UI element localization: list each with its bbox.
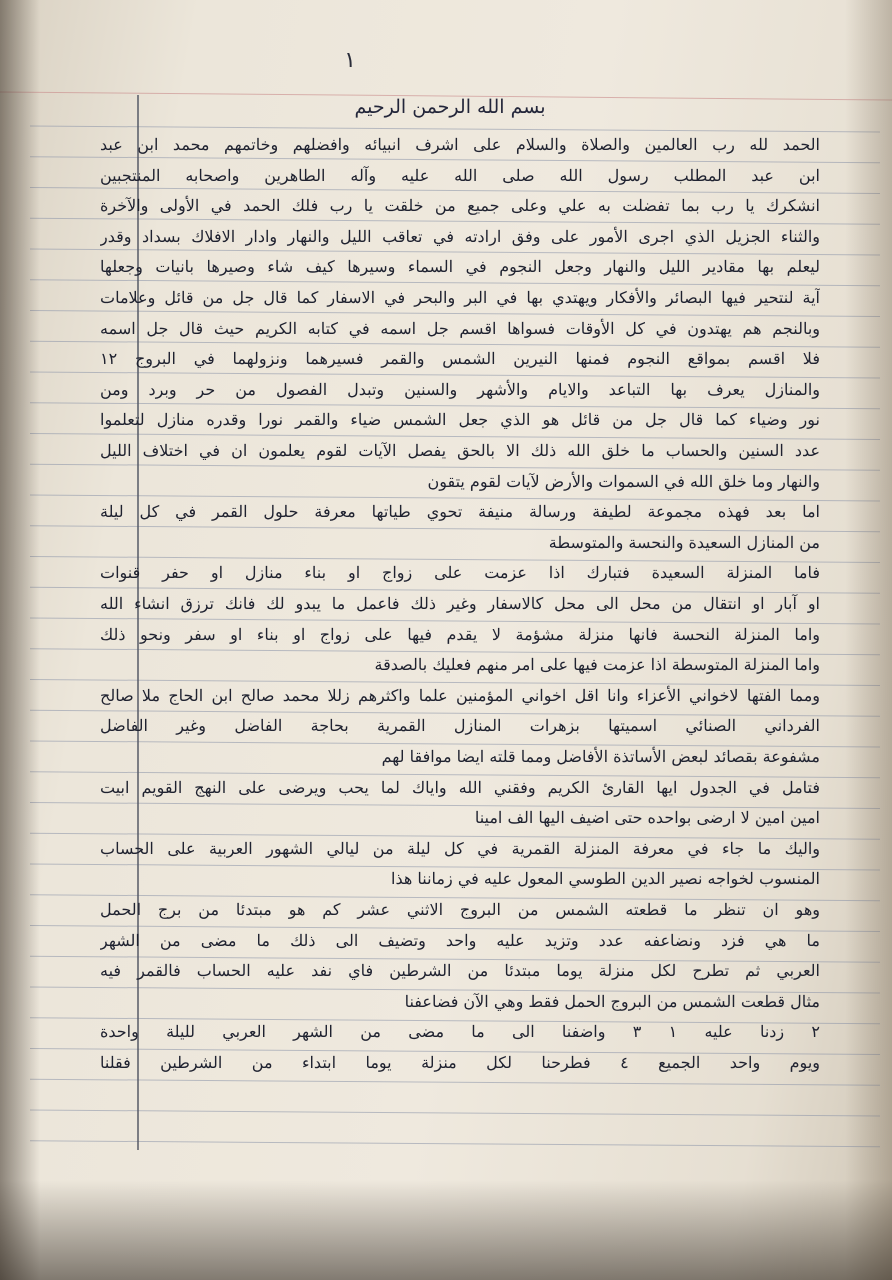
text-line: اما بعد فهذه مجموعة لطيفة ورسالة منيفة تحوي طياتها معرفة حلول القمر في كل ليلة: [100, 502, 820, 522]
text-line: والثناء الجزيل الذي اجرى الأمور على وفق ارادته في تعاقب الليل والنهار وادار الافلاك بسداد وقدر: [100, 226, 820, 246]
bottom-shadow: [0, 1180, 892, 1280]
text-line: المنسوب لخواجه نصير الدين الطوسي المعول عليه في زماننا هذا: [391, 869, 820, 889]
text-line: واما المنزلة النحسة فانها منزلة مشؤمة لا يقدم فيها على زواج او بناء او سفر ونحو ذلك: [100, 624, 820, 644]
text-line: ويوم واحد الجميع ٤ فطرحنا لكل منزلة يوما ابتداء من الشرطين فقلنا: [100, 1053, 820, 1072]
text-line: ليعلم بها مقادير الليل والنهار وجعل النجوم في السماء وسيرها كيف شاء وصيرها بانيات وجعلها: [100, 257, 820, 277]
text-line: والمنازل يعرف بها التباعد والايام والأشهر والسنين وتبدل الفصول من حر وبرد ومن: [100, 379, 820, 399]
page-number: ١: [344, 48, 356, 73]
text-line: وهو ان تنظر ما قطعته الشمس من البروج الاثني عشر كم هو مبتدئا من برج الحمل: [100, 900, 820, 919]
text-line: مشفوعة بقصائد لبعض الأساتذة الأفاضل ومما قلته ايضا موافقا لهم: [381, 747, 820, 766]
text-line: ٢ زدنا عليه ١ ٣ واضفنا الى ما مضى من الشهر العربي لليلة واحدة: [100, 1022, 820, 1042]
text-line: ما هي فزد ونضاعفه عدد وتزيد عليه واحد وتضيف الى ذلك ما مضى من الشهر: [100, 930, 820, 950]
basmala-heading: بسم الله الرحمن الرحيم: [354, 96, 546, 118]
text-line: فتامل في الجدول ايها القارئ الكريم وفقني الله واياك لما يحب ويرضى على النهج القويم ابيت: [100, 777, 820, 797]
text-line: ابن عبد المطلب رسول الله صلى الله عليه وآله الطاهرين واصحابه المنتجبين: [100, 165, 820, 185]
text-line: ومما الفتها لاخواني الأعزاء وانا اقل اخواني المؤمنين علما واكثرهم زللا محمد صالح ابن الحاج ملا صالح: [100, 685, 820, 705]
text-line: عدد السنين والحساب ما خلق الله ذلك الا بالحق يفصل الآيات لقوم يعلمون ان في اختلاف الليل: [100, 441, 820, 460]
text-line: وبالنجم هم يهتدون في كل الأوقات فسواها اقسم جل اسمه في كتابه الكريم حيث قال جل اسمه: [100, 318, 820, 338]
page-edge-shading: [845, 0, 892, 1280]
text-line: انشكرك يا رب بما تفضلت به علي وعلى جميع من خلقت يا رب فلك الحمد في الأولى والآخرة: [100, 196, 820, 216]
text-line: مثال قطعت الشمس من البروج الحمل فقط وهي الآن فضاعفنا: [404, 991, 820, 1011]
text-line: واما المنزلة المتوسطة اذا عزمت فيها على امر منهم فعليك بالصدقة: [374, 655, 820, 675]
text-line: الفرداني الصنائي اسميتها بزهرات المنازل القمرية بحاجة الفاضل وغير الفاضل: [100, 716, 820, 736]
text-line: من المنازل السعيدة والنحسة والمتوسطة: [548, 532, 820, 552]
text-line: واليك ما جاء في معرفة المنزلة القمرية في كل ليلة من ليالي الشهور العربية على الحساب: [100, 838, 820, 858]
text-line: نور وضياء كما قال جل من قائل هو الذي جعل الشمس ضياء والقمر نورا وقدره منازل لتعلموا: [100, 410, 820, 430]
text-line: آية لنتحير فيها البصائر والأفكار ويهتدي بها في البر والبحر في الاسفار كما قال جل من قائل وعلامات: [100, 288, 820, 307]
text-line: فاما المنزلة السعيدة فتبارك اذا عزمت على زواج او بناء منازل او حفر قنوات: [100, 563, 820, 583]
binding-shadow: [0, 0, 40, 1280]
text-line: فلا اقسم بمواقع النجوم فمنها النيرين الشمس والقمر فسيرهما ونزولهما في البروج ١٢: [100, 349, 820, 369]
text-line: الحمد لله رب العالمين والصلاة والسلام على اشرف انبيائه وافضلهم وخاتمهم محمد ابن عبد: [100, 135, 820, 154]
text-line: او آبار او انتقال من محل الى محل كالاسفار وغير ذلك فاعمل ما يبدو لك فانك ترزق انشاء الله: [100, 594, 820, 613]
text-line: امين امين لا ارضى بواحده حتى اضيف اليها الف امينا: [474, 808, 820, 828]
text-line: العربي ثم تطرح لكل منزلة يوما مبتدئا من الشرطين فاي نفد عليه الحساب فالقمر فيه: [100, 961, 820, 981]
text-line: والنهار وما خلق الله في السموات والأرض لآيات لقوم يتقون: [427, 471, 820, 491]
